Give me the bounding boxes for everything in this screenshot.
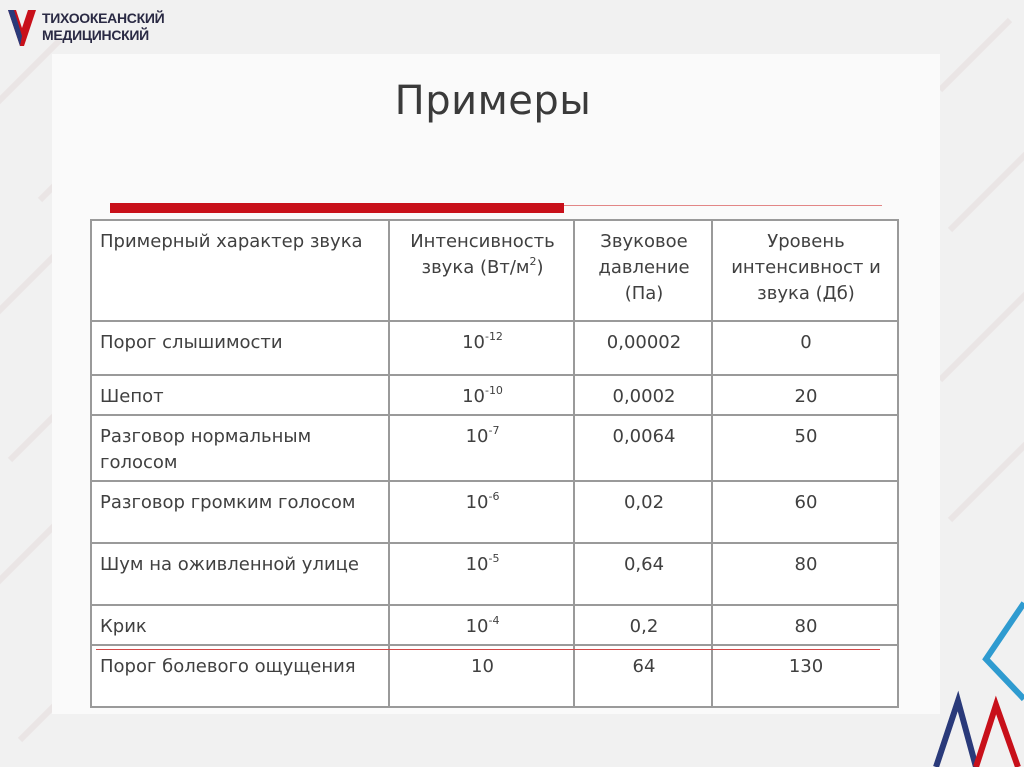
- row-pressure: 0,02: [574, 481, 712, 543]
- row-pressure: 0,2: [574, 605, 712, 645]
- logo-line-2: МЕДИЦИНСКИЙ: [42, 27, 149, 43]
- intensity-base: 10: [465, 616, 489, 637]
- intensity-base: 10: [465, 426, 489, 447]
- row-level: 80: [712, 543, 898, 605]
- row-level: 20: [712, 375, 898, 415]
- slide-title: Примеры: [394, 78, 592, 124]
- row-intensity: [389, 605, 574, 645]
- row-pressure: 0,00002: [574, 321, 712, 375]
- row-name: Разговор громким голосом: [91, 481, 389, 543]
- row-name: Шепот: [91, 375, 389, 415]
- row-level: 80: [712, 605, 898, 645]
- table-row: [91, 645, 898, 707]
- table-row: [91, 543, 898, 605]
- row-level: 0: [712, 321, 898, 375]
- university-logo: [6, 4, 166, 52]
- row-level: 130: [712, 645, 898, 707]
- intensity-base: 10: [465, 492, 489, 513]
- row-name: Разговор нормальным голосом: [91, 415, 389, 481]
- table-header-row: [91, 220, 898, 321]
- header-character: Примерный характер звука: [91, 220, 389, 321]
- row-intensity: [389, 645, 574, 707]
- intensity-base: 10: [465, 554, 489, 575]
- intensity-exponent: -5: [488, 552, 500, 565]
- table-row: [91, 415, 898, 481]
- table-row: [91, 481, 898, 543]
- row-intensity: [389, 415, 574, 481]
- row-level: 50: [712, 415, 898, 481]
- row-name: Крик: [91, 605, 389, 645]
- header-level: Уровень интенсивност и звука (Дб): [712, 220, 898, 321]
- logo-emblem-icon: [6, 6, 38, 50]
- title-underline-thin: [564, 205, 882, 206]
- row-intensity: [389, 543, 574, 605]
- corner-decoration-icon: [914, 597, 1024, 767]
- intensity-base: 10: [471, 656, 494, 677]
- intensity-exponent: -6: [488, 490, 500, 503]
- row-intensity: [389, 321, 574, 375]
- header-intensity-close: ): [536, 257, 544, 278]
- row-pressure: 0,0064: [574, 415, 712, 481]
- header-intensity-text: Интенсивность звука (Вт/м: [410, 231, 555, 278]
- row-intensity: [389, 375, 574, 415]
- row-pressure: 64: [574, 645, 712, 707]
- strikethrough-line: [96, 649, 880, 650]
- row-name: Порог болевого ощущения: [91, 645, 389, 707]
- intensity-base: 10: [462, 332, 485, 353]
- header-pressure: Звуковое давление (Па): [574, 220, 712, 321]
- table-row: [91, 605, 898, 645]
- intensity-exponent: -10: [484, 384, 503, 397]
- row-pressure: 0,64: [574, 543, 712, 605]
- table-row: [91, 375, 898, 415]
- row-pressure: 0,0002: [574, 375, 712, 415]
- logo-line-1: ТИХООКЕАНСКИЙ: [42, 10, 165, 26]
- row-name: Шум на оживленной улице: [91, 543, 389, 605]
- intensity-exponent: -4: [488, 614, 500, 627]
- intensity-exponent: -7: [488, 424, 500, 437]
- sound-examples-table: [90, 219, 899, 708]
- row-intensity: [389, 481, 574, 543]
- intensity-exponent: -12: [484, 330, 503, 343]
- header-intensity: [389, 220, 574, 321]
- title-underline-thick: [110, 203, 564, 213]
- row-level: 60: [712, 481, 898, 543]
- row-name: Порог слышимости: [91, 321, 389, 375]
- table-row: [91, 321, 898, 375]
- header-intensity-sup: 2: [529, 255, 537, 268]
- intensity-base: 10: [462, 386, 485, 407]
